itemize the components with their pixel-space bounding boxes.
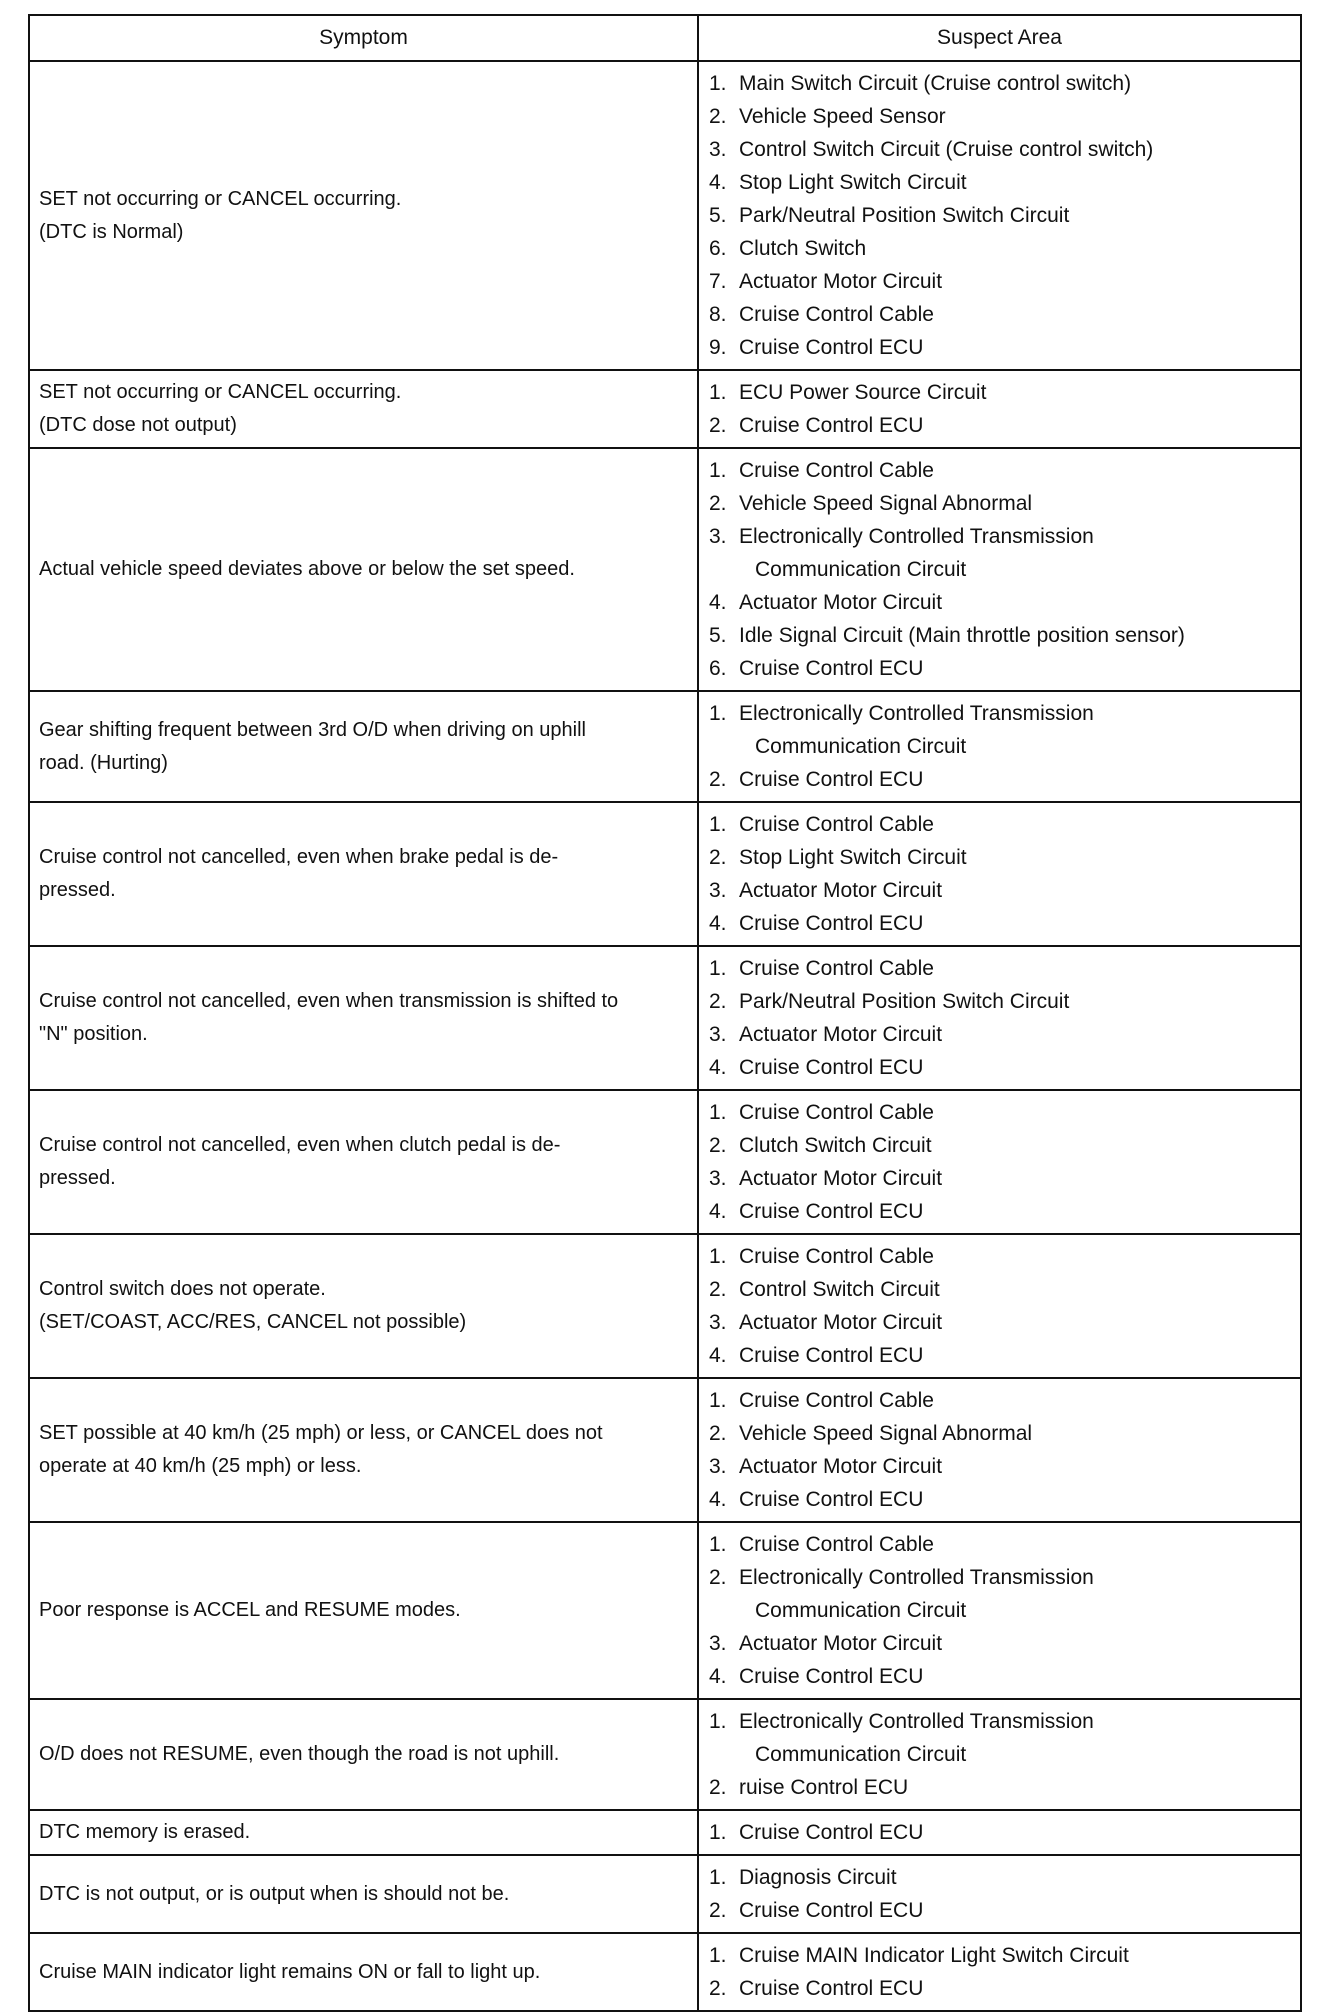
item-number: 3. <box>709 1023 727 1046</box>
symptom-cell <box>29 1234 698 1378</box>
symptom-cell <box>29 61 698 370</box>
item-text: Control Switch Circuit (Cruise control switch) <box>739 138 1154 161</box>
item-text: Cruise Control Cable <box>739 1389 934 1412</box>
item-text: Actuator Motor Circuit <box>739 270 943 293</box>
list-item <box>699 265 1300 298</box>
item-number: 2. <box>709 414 727 437</box>
item-number: 1. <box>709 1245 727 1268</box>
list-item <box>699 1939 1300 1972</box>
item-number: 4. <box>709 1488 727 1511</box>
list-item <box>699 199 1300 232</box>
table-body <box>29 61 1301 2011</box>
item-text: Actuator Motor Circuit <box>739 591 943 614</box>
list-item <box>699 1627 1300 1660</box>
item-number: 3. <box>709 1167 727 1190</box>
suspect-area-cell <box>698 946 1301 1090</box>
suspect-area-list <box>699 1861 1300 1927</box>
list-item <box>699 1096 1300 1129</box>
item-text: Electronically Controlled Transmission <box>739 1710 1094 1733</box>
item-number: 2. <box>709 768 727 791</box>
table-row <box>29 1810 1301 1855</box>
list-item <box>699 1240 1300 1273</box>
list-item <box>699 1306 1300 1339</box>
list-item <box>699 1018 1300 1051</box>
item-text: Cruise Control ECU <box>739 336 924 359</box>
item-number: 1. <box>709 72 727 95</box>
list-item <box>699 1162 1300 1195</box>
item-number: 7. <box>709 270 727 293</box>
list-item <box>699 1339 1300 1372</box>
item-text: Actuator Motor Circuit <box>739 1632 943 1655</box>
list-item <box>699 1450 1300 1483</box>
item-number: 2. <box>709 1977 727 2000</box>
item-number: 1. <box>709 1533 727 1556</box>
symptom-text: SET not occurring or CANCEL occurring. (DTC dose not output) <box>39 381 402 436</box>
list-item <box>699 619 1300 652</box>
item-number: 4. <box>709 171 727 194</box>
list-item <box>699 520 1300 586</box>
item-number: 3. <box>709 138 727 161</box>
item-number: 1. <box>709 1944 727 1967</box>
table-row <box>29 61 1301 370</box>
suspect-area-cell <box>698 1933 1301 2011</box>
item-number: 2. <box>709 105 727 128</box>
symptom-text: Poor response is ACCEL and RESUME modes. <box>39 1599 461 1621</box>
item-text-continuation: Communication Circuit <box>755 735 967 758</box>
item-text: Electronically Controlled Transmission <box>739 525 1094 548</box>
suspect-area-header: Suspect Area <box>698 15 1301 61</box>
item-text: Diagnosis Circuit <box>739 1866 897 1889</box>
list-item <box>699 232 1300 265</box>
table-row <box>29 1090 1301 1234</box>
symptom-cell <box>29 1090 698 1234</box>
suspect-area-list <box>699 952 1300 1084</box>
item-number: 2. <box>709 846 727 869</box>
item-text: Cruise Control Cable <box>739 957 934 980</box>
suspect-area-list <box>699 1240 1300 1372</box>
item-number: 4. <box>709 591 727 614</box>
list-item <box>699 67 1300 100</box>
list-item <box>699 1561 1300 1627</box>
item-number: 4. <box>709 1665 727 1688</box>
symptom-text: DTC is not output, or is output when is should not be. <box>39 1882 510 1905</box>
list-item <box>699 697 1300 763</box>
suspect-area-list <box>699 67 1300 364</box>
table-row <box>29 1522 1301 1699</box>
table-row <box>29 370 1301 448</box>
table-row <box>29 1234 1301 1378</box>
item-text: Cruise MAIN Indicator Light Switch Circuit <box>739 1944 1129 1967</box>
item-number: 2. <box>709 1134 727 1157</box>
suspect-area-list <box>699 1384 1300 1516</box>
symptom-text: SET not occurring or CANCEL occurring. (DTC is Normal) <box>39 187 402 243</box>
suspect-area-list <box>699 1816 1300 1849</box>
list-item <box>699 652 1300 685</box>
item-text: Actuator Motor Circuit <box>739 1455 943 1478</box>
symptom-cell <box>29 1810 698 1855</box>
suspect-area-list <box>699 697 1300 796</box>
list-item <box>699 1483 1300 1516</box>
list-item <box>699 409 1300 442</box>
table-row <box>29 691 1301 802</box>
list-item <box>699 331 1300 364</box>
list-item <box>699 841 1300 874</box>
symptom-text: Cruise MAIN indicator light remains ON or fall to light up. <box>39 1960 541 1983</box>
item-text: Cruise Control Cable <box>739 1101 934 1124</box>
suspect-area-cell <box>698 1090 1301 1234</box>
item-text: Cruise Control ECU <box>739 1488 924 1511</box>
item-text: Cruise Control ECU <box>739 1056 924 1079</box>
item-number: 2. <box>709 492 727 515</box>
table-row <box>29 448 1301 691</box>
list-item <box>699 1705 1300 1771</box>
item-text: Cruise Control Cable <box>739 303 934 326</box>
list-item <box>699 1273 1300 1306</box>
item-text: Cruise Control Cable <box>739 1533 934 1556</box>
suspect-area-cell <box>698 448 1301 691</box>
symptom-text: Cruise control not cancelled, even when transmission is shifted to "N" position. <box>39 990 619 1045</box>
item-number: 1. <box>709 1101 727 1124</box>
item-number: 3. <box>709 879 727 902</box>
item-text: Cruise Control ECU <box>739 1977 924 2000</box>
item-number: 4. <box>709 1344 727 1367</box>
item-number: 6. <box>709 237 727 260</box>
item-number: 8. <box>709 303 727 326</box>
list-item <box>699 1417 1300 1450</box>
suspect-area-cell <box>698 802 1301 946</box>
symptom-text: Gear shifting frequent between 3rd O/D when driving on uphill road. (Hurting) <box>39 718 586 774</box>
item-number: 3. <box>709 1455 727 1478</box>
list-item <box>699 454 1300 487</box>
list-item <box>699 133 1300 166</box>
suspect-area-list <box>699 1528 1300 1693</box>
suspect-area-list <box>699 1705 1300 1804</box>
item-text: Park/Neutral Position Switch Circuit <box>739 204 1070 227</box>
symptom-cell <box>29 370 698 448</box>
item-number: 1. <box>709 381 727 404</box>
list-item <box>699 1972 1300 2005</box>
list-item <box>699 907 1300 940</box>
list-item <box>699 1894 1300 1927</box>
symptom-cell <box>29 448 698 691</box>
table-row <box>29 802 1301 946</box>
suspect-area-cell <box>698 1699 1301 1810</box>
suspect-area-cell <box>698 1810 1301 1855</box>
item-number: 1. <box>709 1710 727 1733</box>
suspect-area-cell <box>698 1522 1301 1699</box>
item-text: ruise Control ECU <box>739 1776 909 1799</box>
item-text: Actuator Motor Circuit <box>739 1311 943 1334</box>
item-text: Clutch Switch <box>739 237 867 260</box>
item-text: Main Switch Circuit (Cruise control switch) <box>739 72 1132 95</box>
list-item <box>699 1861 1300 1894</box>
list-item <box>699 298 1300 331</box>
item-number: 2. <box>709 1278 727 1301</box>
suspect-area-cell <box>698 1234 1301 1378</box>
list-item <box>699 808 1300 841</box>
symptom-cell <box>29 946 698 1090</box>
item-number: 1. <box>709 459 727 482</box>
item-text: Cruise Control Cable <box>739 813 934 836</box>
symptom-text: DTC memory is erased. <box>39 1821 251 1843</box>
list-item <box>699 1528 1300 1561</box>
suspect-area-list <box>699 808 1300 940</box>
item-text: Cruise Control ECU <box>739 768 924 791</box>
item-text: Cruise Control ECU <box>739 1200 924 1223</box>
item-text: Actuator Motor Circuit <box>739 1167 943 1190</box>
item-text: Vehicle Speed Signal Abnormal <box>739 492 1033 515</box>
list-item <box>699 874 1300 907</box>
table-row <box>29 1699 1301 1810</box>
item-number: 5. <box>709 624 727 647</box>
suspect-area-cell <box>698 1378 1301 1522</box>
item-number: 4. <box>709 912 727 935</box>
symptom-text: Control switch does not operate. (SET/COAST, ACC/RES, CANCEL not possible) <box>39 1278 467 1333</box>
item-number: 1. <box>709 1866 727 1889</box>
symptom-text: Cruise control not cancelled, even when brake pedal is de- pressed. <box>39 846 559 901</box>
item-number: 1. <box>709 813 727 836</box>
table-row <box>29 1855 1301 1933</box>
suspect-area-list <box>699 376 1300 442</box>
item-text-continuation: Communication Circuit <box>755 1599 967 1622</box>
item-text: Cruise Control ECU <box>739 1665 924 1688</box>
item-text: Electronically Controlled Transmission <box>739 702 1094 725</box>
symptom-cell <box>29 1933 698 2011</box>
item-number: 2. <box>709 1422 727 1445</box>
list-item <box>699 166 1300 199</box>
item-number: 3. <box>709 525 727 548</box>
list-item <box>699 586 1300 619</box>
item-number: 2. <box>709 1899 727 1922</box>
item-number: 4. <box>709 1200 727 1223</box>
item-number: 3. <box>709 1311 727 1334</box>
symptom-cell <box>29 1378 698 1522</box>
item-text-continuation: Communication Circuit <box>755 1743 967 1766</box>
symptom-cell <box>29 1855 698 1933</box>
table-row <box>29 946 1301 1090</box>
item-text: Park/Neutral Position Switch Circuit <box>739 990 1070 1013</box>
suspect-area-cell <box>698 61 1301 370</box>
suspect-area-list <box>699 1096 1300 1228</box>
item-number: 4. <box>709 1056 727 1079</box>
suspect-area-list <box>699 454 1300 685</box>
item-text: Actuator Motor Circuit <box>739 879 943 902</box>
symptom-table <box>28 14 1302 2012</box>
item-text: Vehicle Speed Signal Abnormal <box>739 1422 1033 1445</box>
list-item <box>699 100 1300 133</box>
item-text: Cruise Control ECU <box>739 1344 924 1367</box>
table-row <box>29 1933 1301 2011</box>
item-number: 5. <box>709 204 727 227</box>
list-item <box>699 1816 1300 1849</box>
symptom-text: Actual vehicle speed deviates above or below the set speed. <box>39 558 575 580</box>
list-item <box>699 487 1300 520</box>
item-text: Cruise Control Cable <box>739 459 934 482</box>
item-number: 1. <box>709 1821 727 1844</box>
item-number: 3. <box>709 1632 727 1655</box>
item-text: Cruise Control Cable <box>739 1245 934 1268</box>
item-number: 2. <box>709 990 727 1013</box>
list-item <box>699 376 1300 409</box>
item-text: Cruise Control ECU <box>739 912 924 935</box>
list-item <box>699 1195 1300 1228</box>
list-item <box>699 1660 1300 1693</box>
list-item <box>699 1051 1300 1084</box>
symptom-cell <box>29 1522 698 1699</box>
item-number: 6. <box>709 657 727 680</box>
item-text: Cruise Control ECU <box>739 414 924 437</box>
list-item <box>699 985 1300 1018</box>
symptom-text: SET possible at 40 km/h (25 mph) or less, or CANCEL does not operate at 40 km/h (25 mph) or less. <box>39 1422 603 1477</box>
item-number: 2. <box>709 1566 727 1589</box>
suspect-area-cell <box>698 1855 1301 1933</box>
item-text: Cruise Control ECU <box>739 1821 924 1844</box>
suspect-area-list <box>699 1939 1300 2005</box>
list-item <box>699 952 1300 985</box>
table-row <box>29 1378 1301 1522</box>
item-text-continuation: Communication Circuit <box>755 558 967 581</box>
item-text: Idle Signal Circuit (Main throttle position sensor) <box>739 624 1185 647</box>
suspect-area-cell <box>698 691 1301 802</box>
list-item <box>699 1129 1300 1162</box>
list-item <box>699 1384 1300 1417</box>
suspect-area-cell <box>698 370 1301 448</box>
item-text: ECU Power Source Circuit <box>739 381 987 404</box>
item-text: Stop Light Switch Circuit <box>739 846 967 869</box>
item-number: 2. <box>709 1776 727 1799</box>
item-text: Actuator Motor Circuit <box>739 1023 943 1046</box>
symptom-cell <box>29 1699 698 1810</box>
item-text: Vehicle Speed Sensor <box>739 105 946 128</box>
item-number: 1. <box>709 957 727 980</box>
symptom-text: Cruise control not cancelled, even when clutch pedal is de- pressed. <box>39 1134 561 1189</box>
item-text: Electronically Controlled Transmission <box>739 1566 1094 1589</box>
symptom-cell <box>29 691 698 802</box>
header-row <box>29 15 1301 61</box>
item-number: 1. <box>709 702 727 725</box>
symptom-cell <box>29 802 698 946</box>
item-text: Cruise Control ECU <box>739 1899 924 1922</box>
item-number: 1. <box>709 1389 727 1412</box>
item-text: Cruise Control ECU <box>739 657 924 680</box>
item-text: Control Switch Circuit <box>739 1278 940 1301</box>
symptom-header: Symptom <box>29 15 698 61</box>
list-item <box>699 763 1300 796</box>
item-text: Stop Light Switch Circuit <box>739 171 967 194</box>
list-item <box>699 1771 1300 1804</box>
item-text: Clutch Switch Circuit <box>739 1134 932 1157</box>
symptom-text: O/D does not RESUME, even though the road is not uphill. <box>39 1743 560 1765</box>
item-number: 9. <box>709 336 727 359</box>
